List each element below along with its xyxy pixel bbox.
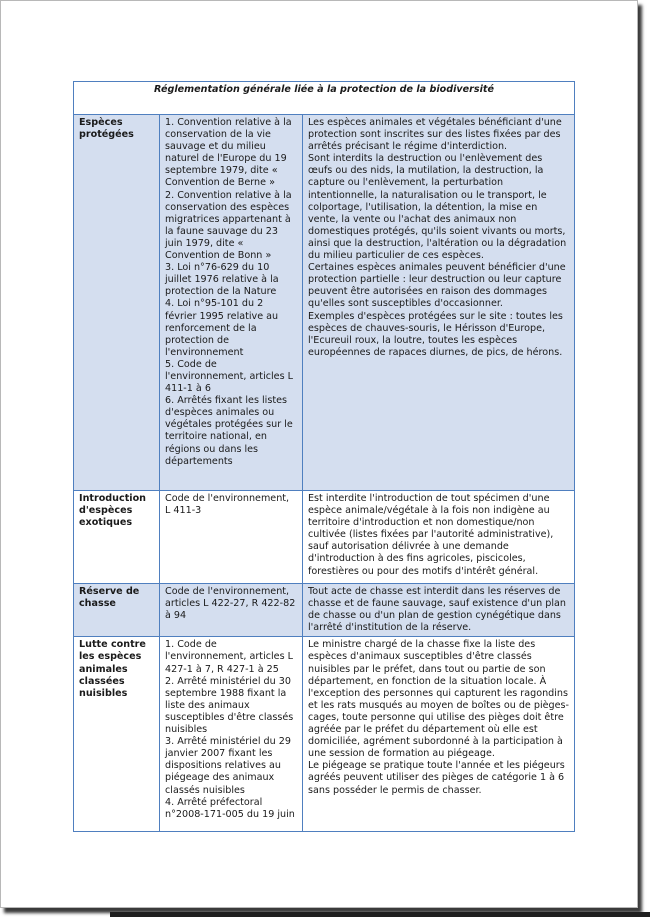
text-item: 6. Arrêtés fixant les listes d'espèces animales ou végétales protégées sur le territoire national, en régions ou dans les départements (165, 395, 293, 467)
texts-cell (160, 115, 303, 491)
category-cell: Réserve de chasse (74, 584, 160, 637)
regulation-table (73, 81, 575, 832)
table-row (74, 115, 575, 491)
category-cell: Introduction d'espèces exotiques (74, 491, 160, 584)
text-item: 1. Code de l'environnement, articles L 427-1 à 7, R 427-1 à 25 (165, 639, 293, 675)
description-paragraph: Tout acte de chasse est interdit dans les réserves de chasse et de faune sauvage, sauf existence d'un plan de chasse ou d'un plan de gestion cynégétique dans l'arrêté d'institution de la réserve. (308, 586, 566, 634)
texts-cell (160, 637, 303, 832)
table-title: Réglementation générale liée à la protection de la biodiversité (74, 82, 575, 115)
description-cell (303, 491, 575, 584)
table-row (74, 637, 575, 832)
text-item: 5. Code de l'environnement, articles L 411-1 à 6 (165, 358, 293, 395)
description-paragraph: Est interdite l'introduction de tout spécimen d'une espèce animale/végétale à la fois non indigène au territoire d'introduction et non domestique/non cultivée (listes fixées par l'autorité administrative), sauf autorisation délivrée à une demande d'introduction à des fins agricoles, piscicoles, forestières ou pour des motifs d'intérêt général. (308, 493, 554, 577)
texts-cell (160, 584, 303, 637)
texts-cell (160, 491, 303, 584)
description-paragraph: Le ministre chargé de la chasse fixe la liste des espèces d'animaux susceptibles d'être classés nuisibles par le préfet, dans tout ou partie de son département, en fonction de la situation locale. À l'exception des personnes qui capturent les ragondins et les rats musqués au moyen de boîtes ou de pièges-cages, toute personne qui utilise des pièges doit être agréée par le préfet du département où elle est domiciliée, agrément subordonné à la participation à une session de formation au piégeage. (308, 639, 569, 760)
text-item: 4. Loi n°95-101 du 2 février 1995 relative au renforcement de la protection de l'environnement (165, 298, 279, 358)
description-paragraph: Exemples d'espèces protégées sur le site : toutes les espèces de chauves-souris, le Hérisson d'Europe, l'Ecureuil roux, la loutre, toutes les espèces européennes de rapaces diurnes, de pics, de hérons. (308, 310, 563, 358)
text-item: Code de l'environnement, articles L 422-27, R 422-82 à 94 (165, 586, 296, 622)
text-item: 1. Convention relative à la conservation de la vie sauvage et du milieu naturel de l'Europe du 19 septembre 1979, dite « Convention de Berne » (165, 117, 292, 189)
description-paragraph: Les espèces animales et végétales bénéficiant d'une protection sont inscrites sur des listes fixées par des arrêtés précisant le régime d'interdiction. (308, 117, 562, 153)
text-item: 2. Arrêté ministériel du 30 septembre 1988 fixant la liste des animaux susceptibles d'être classés nuisibles (165, 675, 294, 736)
text-item: 3. Loi n°76-629 du 10 juillet 1976 relative à la protection de la Nature (165, 262, 279, 298)
text-item: 4. Arrêté préfectoral n°2008-171-005 du 19 juin (165, 796, 295, 820)
table-row (74, 491, 575, 584)
text-item: 3. Arrêté ministériel du 29 janvier 2007 fixant les dispositions relatives au piégeage des animaux classés nuisibles (165, 736, 291, 796)
description-cell (303, 115, 575, 491)
category-cell: Espèces protégées (74, 115, 160, 491)
bottom-edge (110, 912, 650, 917)
category-cell: Lutte contre les espèces animales classées nuisibles (74, 637, 160, 832)
description-cell (303, 584, 575, 637)
table-row (74, 584, 575, 637)
description-paragraph: Certaines espèces animales peuvent bénéficier d'une protection partielle : leur destruction ou leur capture peuvent être autorisées en raison des dommages qu'elles sont susceptibles d'occasionner. (308, 262, 566, 310)
description-paragraph: Sont interdits la destruction ou l'enlèvement des œufs ou des nids, la mutilation, la destruction, la capture ou l'enlèvement, la perturbation intentionnelle, la naturalisation ou le transport, le colportage, l'utilisation, la détention, la mise en vente, la vente ou l'achat des animaux non domestiques protégés, qu'ils soient vivants ou morts, ainsi que la destruction, l'altération ou la dégradation du milieu particulier de ces espèces. (308, 153, 567, 262)
description-cell (303, 637, 575, 832)
text-item: Code de l'environnement, L 411-3 (165, 493, 290, 517)
text-item: 2. Convention relative à la conservation des espèces migratrices appartenant à la faune sauvage du 23 juin 1979, dite « Convention de Bonn » (165, 189, 292, 262)
description-paragraph: Le piégeage se pratique toute l'année et les piégeurs agréés peuvent utiliser des pièges de catégorie 1 à 6 sans posséder le permis de chasser. (308, 760, 565, 796)
